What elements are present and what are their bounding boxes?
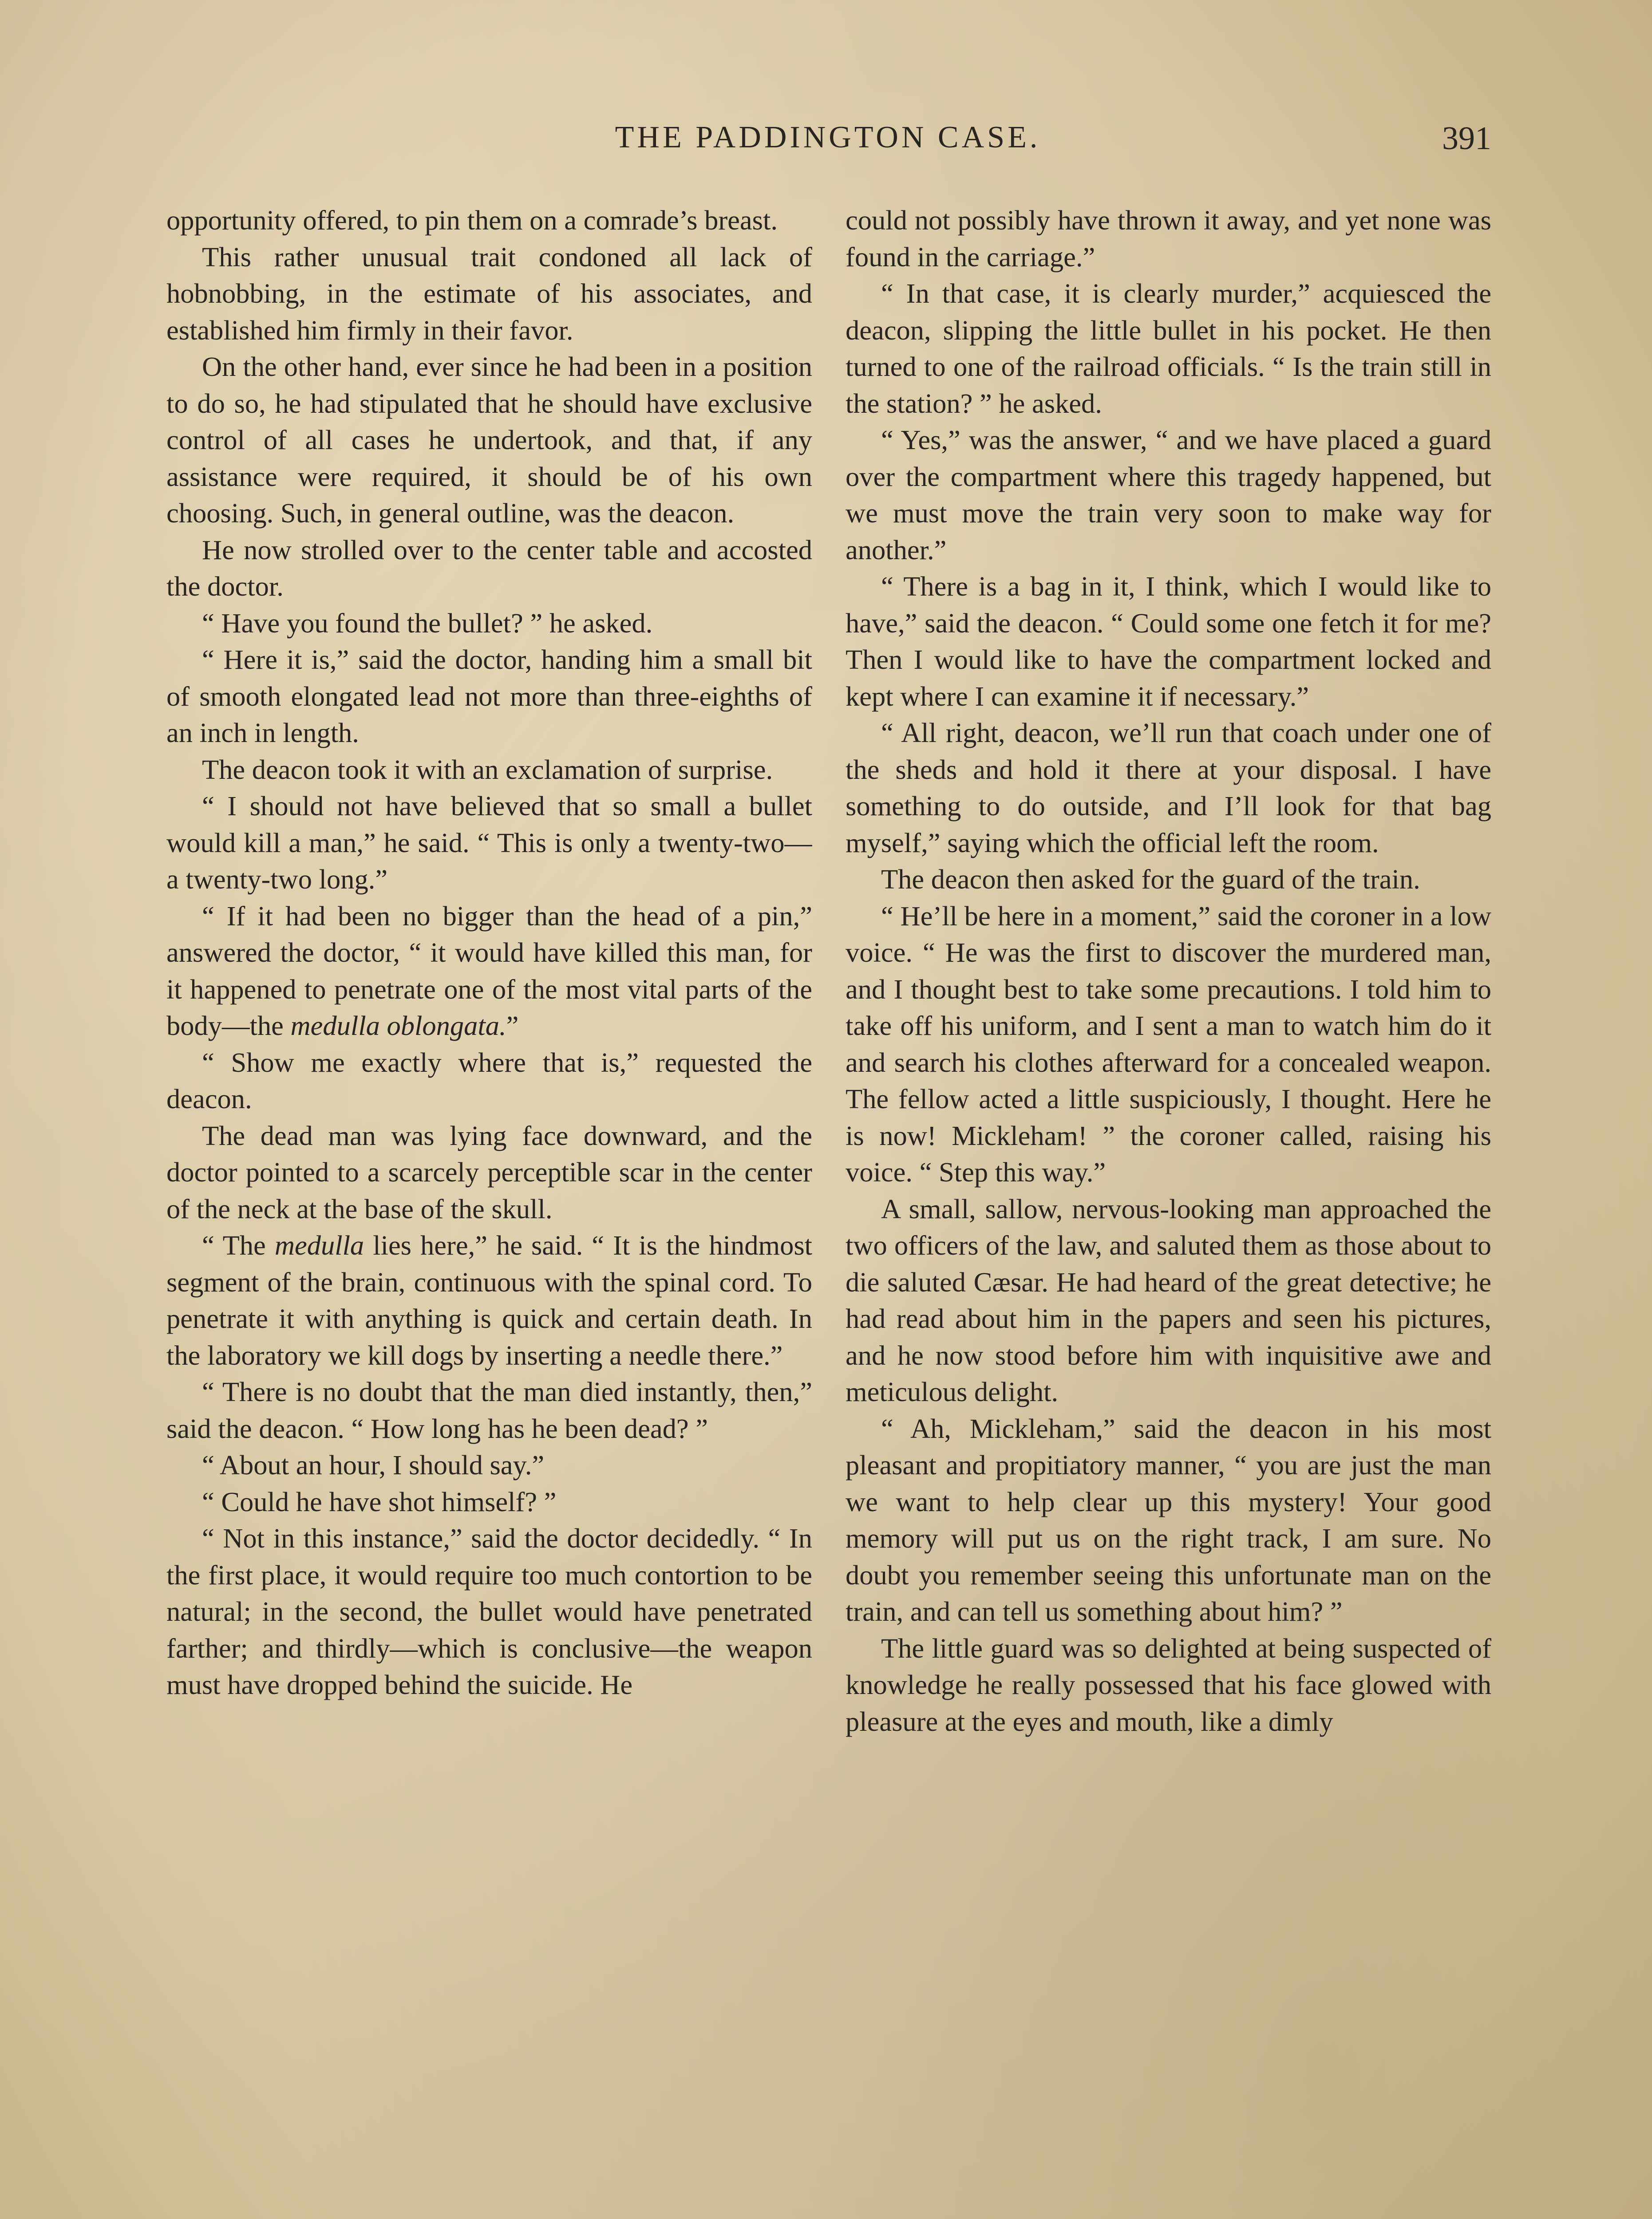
paragraph: “ Could he have shot himself? ” [202,1486,557,1517]
paragraph: could not possibly have thrown it away, and yet none was found in the carriage.” [846,205,1491,272]
paragraph: opportunity offered, to pin them on a comrade’s breast. [166,205,778,236]
paragraph: “ About an hour, I should say.” [202,1449,545,1481]
paragraph-text: “ The [202,1230,275,1261]
paragraph: “ In that case, it is clearly murder,” acquiesced the deacon, slipping the little bullet in his pocket. He then turned to one of the railroad officials. “ Is the train still in the station? ” he asked. [846,278,1491,419]
italic-term: medulla oblongata. [290,1010,506,1041]
running-title: THE PADDINGTON CASE. [615,120,1041,154]
paragraph: The deacon took it with an exclamation of surprise. [202,754,773,785]
page-number: 391 [1442,120,1491,157]
paragraph: The deacon then asked for the guard of the train. [881,864,1420,895]
left-column [166,202,812,2219]
page-header [164,120,1491,160]
paragraph [166,898,812,1044]
paragraph: “ Ah, Mickleham,” said the deacon in his most pleasant and propitiatory manner, “ you are just the man we want to help clear up this mystery! Your good memory will put us on the right track, I am sure. No doubt you remember seeing this unfortunate man on the train, and can tell us something about him? ” [846,1413,1491,1627]
right-column [846,202,1491,2219]
paragraph: “ Here it is,” said the doctor, handing him a small bit of smooth elongated lead not more than three-eighths of an inch in length. [166,644,812,748]
paragraph: He now strolled over to the center table and accosted the doctor. [166,534,812,602]
paragraph: “ Have you found the bullet? ” he asked. [202,607,653,639]
paragraph-text: lies here,” he said. “ It is the hindmost segment of the brain, continuous with the spinal cord. To penetrate it with anything is quick and certain death. In the laboratory we kill dogs by inserting a needle there.” [166,1230,812,1371]
paragraph: This rather unusual trait condoned all lack of hobnobbing, in the estimate of his associates, and established him firmly in their favor. [166,241,812,346]
closing-quote: ” [506,1010,519,1041]
paragraph: “ Not in this instance,” said the doctor decidedly. “ In the first place, it would require too much contortion to be natural; in the second, the bullet would have penetrated farther; and thirdly—which is conclusive—the weapon must have dropped behind the suicide. He [166,1523,812,1700]
paragraph: “ There is a bag in it, I think, which I would like to have,” said the deacon. “ Could some one fetch it for me? Then I would like to have the compartment locked and kept where I can examine it if necessary.” [846,571,1491,712]
paragraph: The little guard was so delighted at being suspected of knowledge he really possessed that his face glowed with pleasure at the eyes and mouth, like a dimly [846,1632,1491,1737]
paragraph: A small, sallow, nervous-looking man approached the two officers of the law, and saluted them as those about to die saluted Cæsar. He had heard of the great detective; he had read about him in the papers and seen his pictures, and he now stood before him with inquisitive awe and meticulous delight. [846,1193,1491,1407]
paragraph [166,1227,812,1374]
italic-term: medulla [274,1230,364,1261]
paragraph: “ There is no doubt that the man died instantly, then,” said the deacon. “ How long has he been dead? ” [166,1376,812,1444]
paragraph: The dead man was lying face downward, and the doctor pointed to a scarcely perceptible scar in the center of the neck at the base of the skull. [166,1120,812,1224]
paragraph: “ He’ll be here in a moment,” said the coroner in a low voice. “ He was the first to discover the murdered man, and I thought best to take some precautions. I told him to take off his uniform, and I sent a man to watch him do it and search his clothes afterward for a concealed weapon. The fellow acted a little suspiciously, I thought. Here he is now! Mickleham! ” the coroner called, raising his voice. “ Step this way.” [846,900,1491,1188]
paragraph-text: “ If it had been no bigger than the head of a pin,” answered the doctor, “ it would have killed this man, for it happened to penetrate one of the most vital parts of the body—the [166,900,812,1041]
paragraph: “ Yes,” was the answer, “ and we have placed a guard over the compartment where this tragedy happened, but we must move the train very soon to make way for another.” [846,424,1491,565]
paragraph: “ All right, deacon, we’ll run that coach under one of the sheds and hold it there at your disposal. I have something to do outside, and I’ll look for that bag myself,” saying which the official left the room. [846,717,1491,858]
paragraph: “ Show me exactly where that is,” requested the deacon. [166,1046,812,1114]
paragraph: “ I should not have believed that so small a bullet would kill a man,” he said. “ This is only a twenty-two—a twenty-two long.” [166,790,812,895]
paragraph: On the other hand, ever since he had been in a position to do so, he had stipulated that he should have exclusive control of all cases he undertook, and that, if any assistance were required, it should be of his own choosing. Such, in general outline, was the deacon. [166,351,812,529]
